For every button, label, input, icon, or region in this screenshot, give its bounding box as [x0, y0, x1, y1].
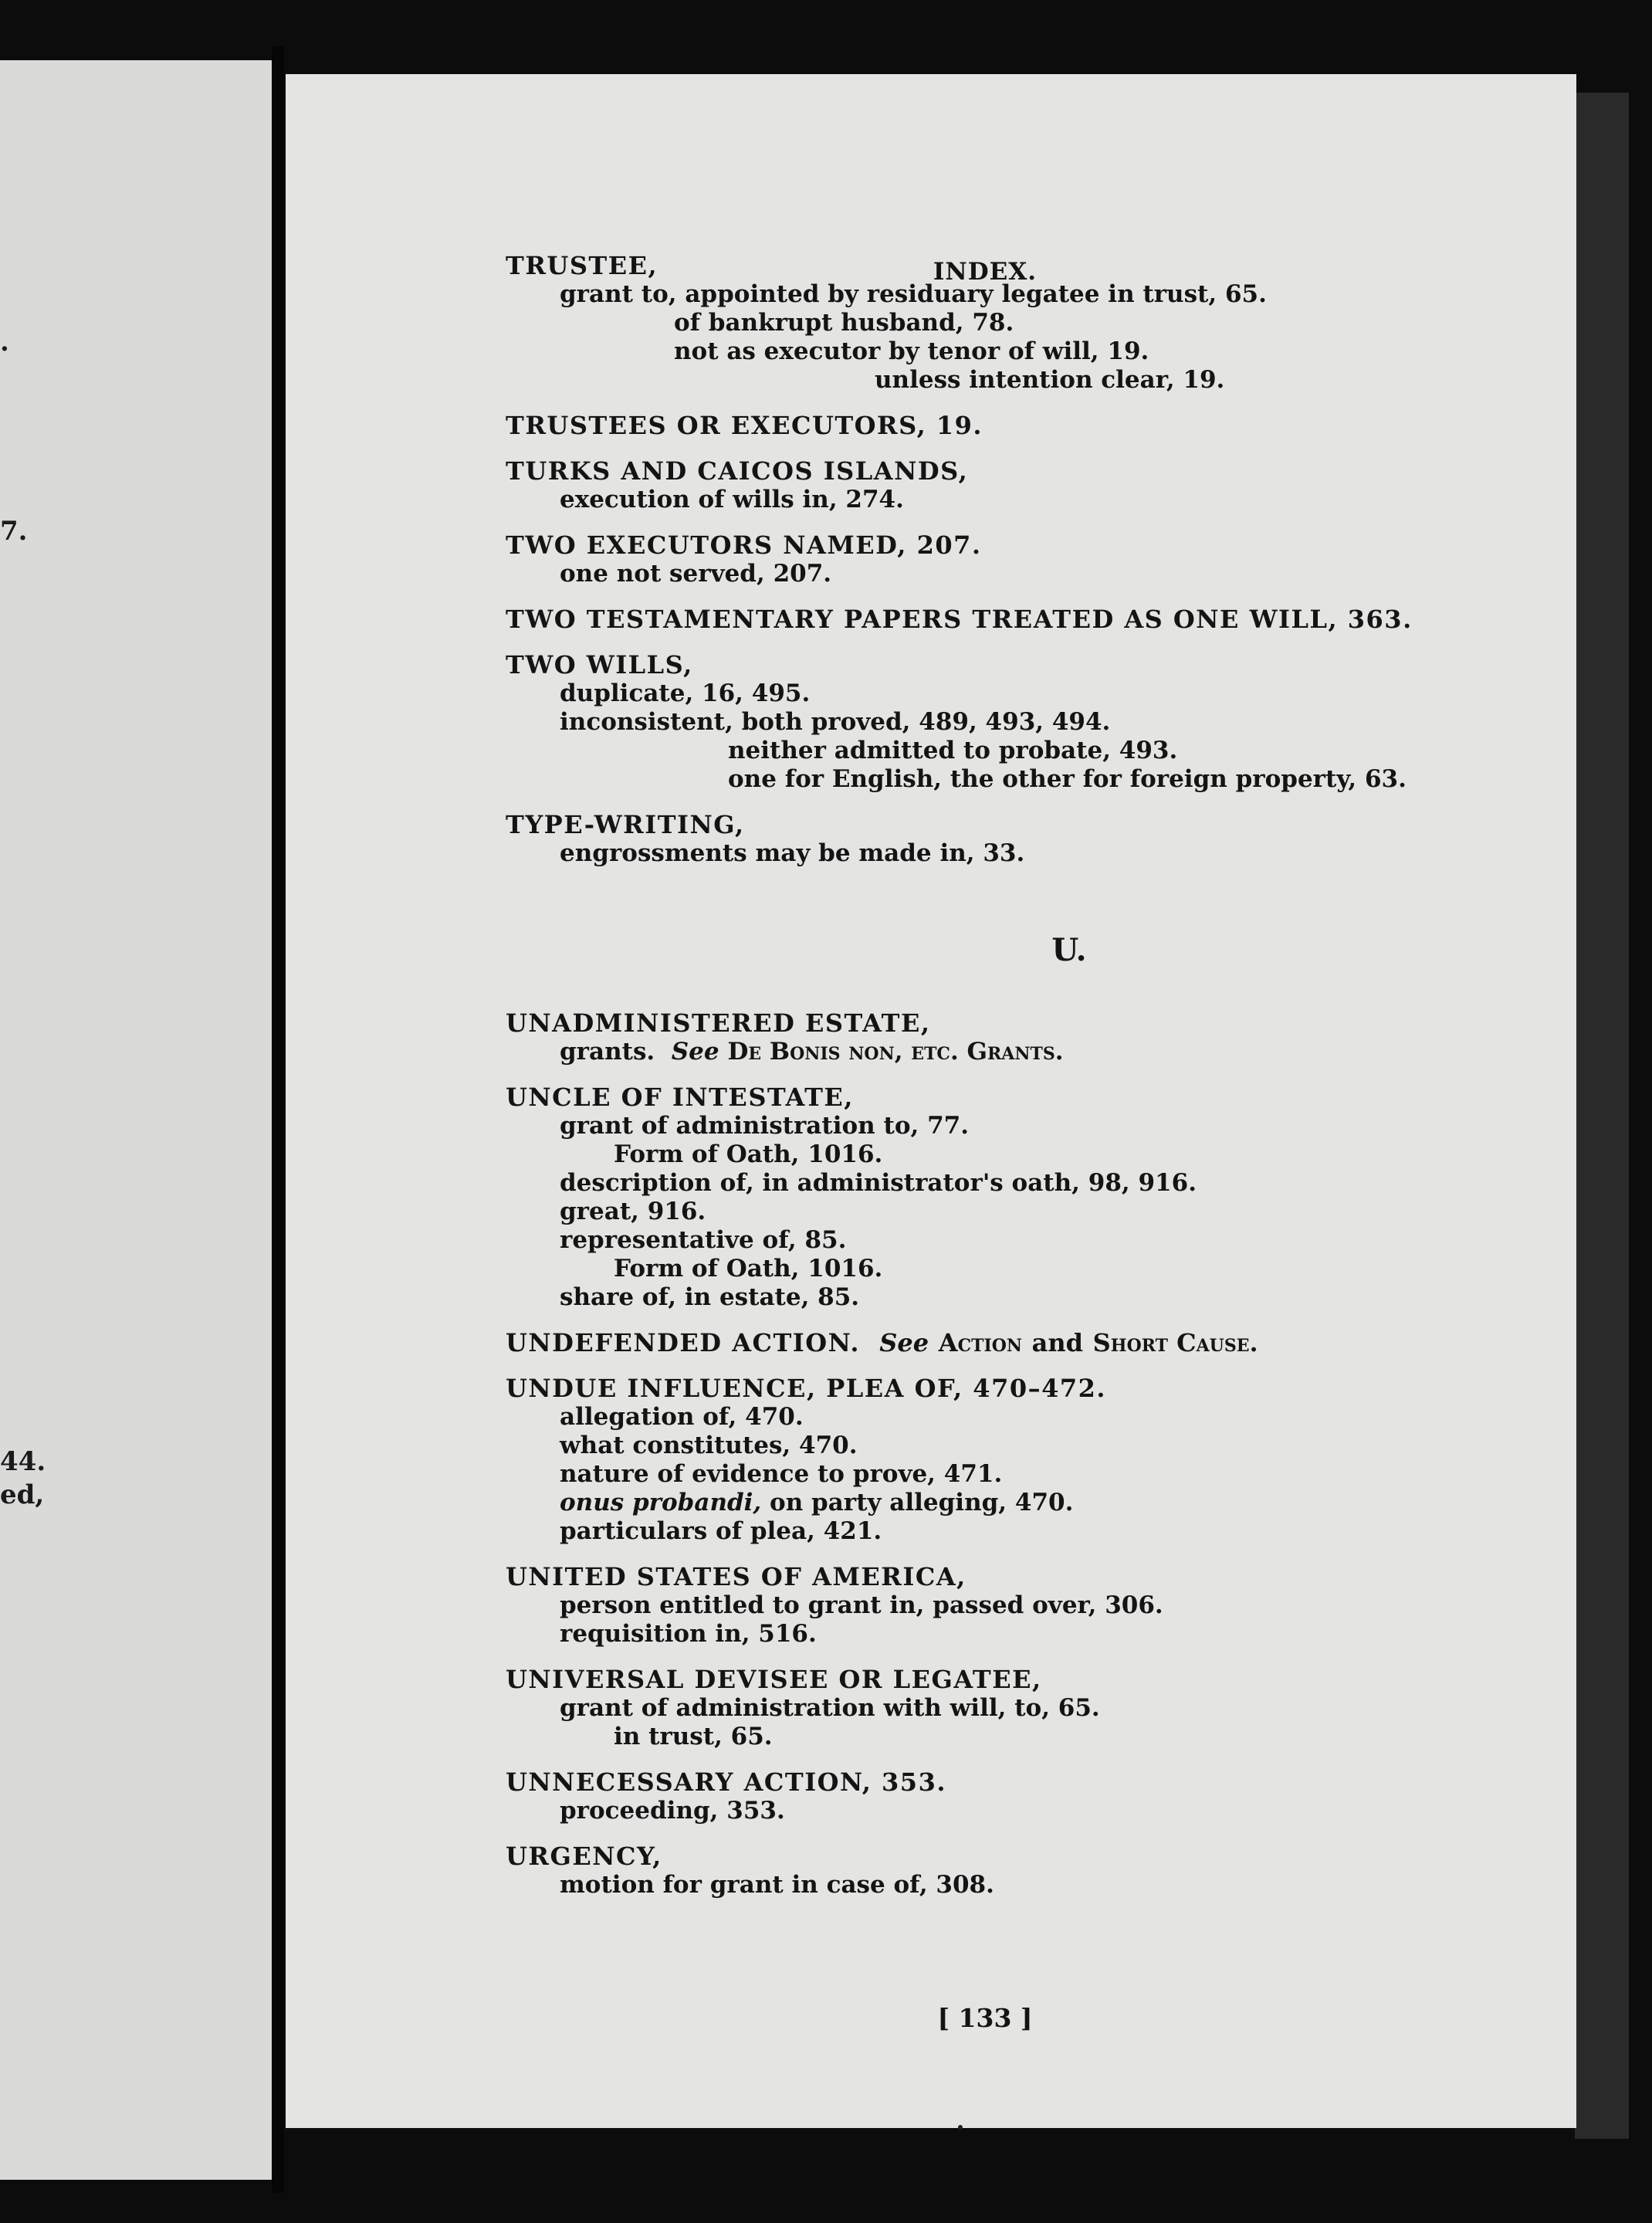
- entry-subline: unless intention clear, 19.: [875, 366, 1225, 394]
- entry-subline: neither admitted to probate, 493.: [728, 737, 1178, 764]
- entry-heading: UNADMINISTERED ESTATE,: [506, 1008, 931, 1038]
- index-entry: [506, 1563, 1540, 1649]
- book-gutter: [272, 46, 284, 2193]
- index-entry: [506, 651, 1540, 794]
- entry-subline: nature of evidence to prove, 471.: [560, 1460, 1003, 1488]
- heading-text: UNDEFENDED ACTION.: [506, 1328, 860, 1357]
- entry-subline: execution of wills in, 274.: [560, 486, 904, 513]
- entry-subline: what constitutes, 470.: [560, 1432, 858, 1459]
- entry-subline: [506, 1489, 1540, 1517]
- section-letter: U.: [1051, 932, 1087, 968]
- entry-subline: in trust, 65.: [614, 1723, 773, 1750]
- entry-heading: [506, 1329, 1540, 1357]
- entry-subline: motion for grant in case of, 308.: [560, 1871, 994, 1899]
- entry-subline: [506, 1038, 1540, 1066]
- index-content: [506, 252, 1540, 1916]
- entry-heading: UNIVERSAL DEVISEE OR LEGATEE,: [506, 1665, 1042, 1694]
- entry-heading: TWO WILLS,: [506, 650, 693, 679]
- latin-term: onus probandi,: [560, 1489, 762, 1516]
- index-entry: [506, 1666, 1540, 1751]
- entry-subline: Form of Oath, 1016.: [614, 1255, 883, 1283]
- ink-speck: [958, 2125, 963, 2130]
- left-page-fragment: 44.: [0, 1446, 46, 1477]
- entry-subline: inconsistent, both proved, 489, 493, 494.: [560, 708, 1111, 736]
- left-page-fragment: ed,: [0, 1479, 45, 1510]
- page-edge-shadow: [1575, 93, 1629, 2139]
- index-entry: [506, 605, 1540, 634]
- entry-subline: share of, in estate, 85.: [560, 1283, 860, 1311]
- entry-subline: Form of Oath, 1016.: [614, 1140, 883, 1168]
- entry-subline: one not served, 207.: [560, 560, 832, 588]
- entry-subline: grant of administration with will, to, 65.: [560, 1694, 1100, 1722]
- subline-text: grants.: [560, 1038, 655, 1066]
- entry-heading: UNDUE INFLUENCE, PLEA OF, 470–472.: [506, 1374, 1107, 1403]
- entry-subline: person entitled to grant in, passed over, 306.: [560, 1591, 1163, 1619]
- index-entry: [506, 1009, 1540, 1066]
- subline-text: on party alleging, 470.: [770, 1489, 1074, 1516]
- entry-subline: grant of administration to, 77.: [560, 1112, 970, 1140]
- see-word: See: [879, 1328, 929, 1357]
- entry-subline: representative of, 85.: [560, 1226, 847, 1254]
- index-entry: [506, 531, 1540, 588]
- entry-subline: particulars of plea, 421.: [560, 1517, 882, 1545]
- entry-subline: proceeding, 353.: [560, 1797, 785, 1825]
- entry-heading: TWO EXECUTORS NAMED, 207.: [506, 530, 982, 560]
- entry-subline: great, 916.: [560, 1198, 706, 1225]
- entry-heading: TWO TESTAMENTARY PAPERS TREATED AS ONE WILL, 363.: [506, 605, 1413, 634]
- index-entry: [506, 811, 1540, 868]
- entry-heading: TRUSTEE,: [506, 251, 658, 280]
- conjunction: and: [1031, 1328, 1084, 1357]
- running-head: INDEX.: [933, 258, 1038, 286]
- entry-heading: UNNECESSARY ACTION, 353.: [506, 1767, 946, 1797]
- entry-heading: TRUSTEES OR EXECUTORS, 19.: [506, 411, 983, 440]
- cross-reference: De Bonis non, etc. Grants.: [727, 1038, 1064, 1066]
- left-page-fragment: 7.: [0, 516, 28, 547]
- page-number: [ 133 ]: [937, 2003, 1033, 2033]
- entry-heading: TURKS AND CAICOS ISLANDS,: [506, 456, 969, 486]
- entry-subline: of bankrupt husband, 78.: [674, 309, 1014, 337]
- index-entry: [506, 1374, 1540, 1546]
- entry-subline: allegation of, 470.: [560, 1403, 804, 1431]
- cross-reference: Short Cause.: [1092, 1328, 1258, 1357]
- left-page-fragment: .: [0, 327, 9, 358]
- index-entry: [506, 1768, 1540, 1825]
- index-page: [286, 74, 1576, 2128]
- index-entry: [506, 252, 1540, 395]
- entry-heading: URGENCY,: [506, 1842, 662, 1871]
- entry-heading: UNCLE OF INTESTATE,: [506, 1083, 854, 1112]
- index-entry: [506, 1842, 1540, 1899]
- entry-subline: duplicate, 16, 495.: [560, 679, 811, 707]
- entry-subline: not as executor by tenor of will, 19.: [674, 337, 1149, 365]
- entry-subline: description of, in administrator's oath, 98, 916.: [560, 1169, 1197, 1197]
- entry-subline: requisition in, 516.: [560, 1620, 817, 1648]
- entry-heading: UNITED STATES OF AMERICA,: [506, 1562, 966, 1591]
- entry-subline: engrossments may be made in, 33.: [560, 839, 1025, 867]
- entry-subline: grant to, appointed by residuary legatee in trust, 65.: [560, 280, 1267, 308]
- left-page-edge: [0, 60, 272, 2180]
- index-entry: [506, 412, 1540, 440]
- index-entry: [506, 457, 1540, 514]
- index-entry: [506, 1329, 1540, 1357]
- entry-heading: TYPE-WRITING,: [506, 810, 745, 839]
- see-word: See: [671, 1038, 719, 1066]
- cross-reference: Action: [938, 1328, 1023, 1357]
- entry-subline: one for English, the other for foreign property, 63.: [728, 765, 1407, 793]
- index-entry: [506, 1083, 1540, 1312]
